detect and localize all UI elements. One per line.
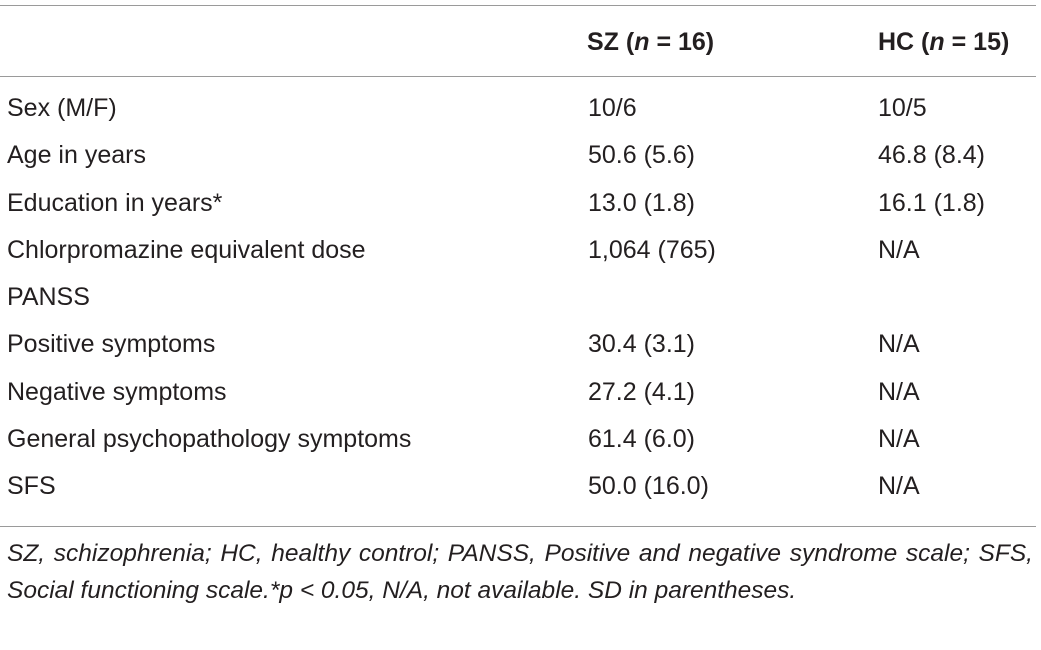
row-label: PANSS bbox=[7, 283, 90, 312]
table-row bbox=[0, 468, 1041, 515]
cell-sz: 50.0 (16.0) bbox=[588, 472, 709, 501]
cell-hc: N/A bbox=[878, 377, 920, 406]
bottom-rule bbox=[0, 526, 1036, 527]
table-row bbox=[0, 326, 1041, 373]
cell-sz: 61.4 (6.0) bbox=[588, 425, 696, 454]
cell-hc: N/A bbox=[878, 235, 920, 264]
cell-sz: 30.4 (3.1) bbox=[588, 330, 696, 359]
row-label: Positive symptoms bbox=[7, 330, 216, 359]
table-row bbox=[0, 90, 1041, 137]
table-row bbox=[0, 421, 1041, 468]
cell-sz: 10/6 bbox=[588, 94, 637, 122]
column-header-sz-label: SZ ( bbox=[587, 28, 635, 56]
row-label: Education in years* bbox=[7, 188, 223, 217]
cell-hc: 16.1 (1.8) bbox=[878, 188, 986, 217]
top-rule bbox=[0, 5, 1036, 6]
column-header-sz-n: n bbox=[634, 28, 650, 56]
cell-hc: 46.8 (8.4) bbox=[878, 141, 986, 170]
row-label: Negative symptoms bbox=[7, 377, 227, 406]
cell-sz: 27.2 (4.1) bbox=[588, 377, 696, 406]
row-label: Age in years bbox=[7, 141, 146, 170]
table-row bbox=[0, 279, 1041, 326]
cell-sz: 1,064 (765) bbox=[588, 235, 716, 264]
row-label: SFS bbox=[7, 472, 56, 501]
table-body bbox=[0, 90, 1041, 516]
column-header-sz bbox=[587, 28, 714, 57]
table-row bbox=[0, 374, 1041, 421]
column-header-sz-count: = 16) bbox=[649, 28, 715, 56]
table-footnote: SZ, schizophrenia; HC, healthy control; PANSS, Positive and negative syndrome scale; SFS, Social functioning scale.*p < 0.05, N/A, not available. SD in parentheses. bbox=[7, 540, 1033, 604]
cell-hc: N/A bbox=[878, 472, 920, 501]
cell-hc: N/A bbox=[878, 425, 920, 454]
table-row bbox=[0, 232, 1041, 279]
column-header-hc bbox=[878, 28, 1009, 57]
table-header-row bbox=[0, 28, 1041, 68]
cell-hc: N/A bbox=[878, 330, 920, 359]
cell-hc: 10/5 bbox=[878, 94, 927, 122]
column-header-hc-n: n bbox=[929, 28, 945, 56]
header-rule bbox=[0, 76, 1036, 77]
column-header-hc-label: HC ( bbox=[878, 28, 930, 56]
cell-sz: 50.6 (5.6) bbox=[588, 141, 696, 170]
row-label: Chlorpromazine equivalent dose bbox=[7, 235, 366, 264]
table-row bbox=[0, 185, 1041, 232]
column-header-hc-count: = 15) bbox=[944, 28, 1010, 56]
row-label: Sex (M/F) bbox=[7, 94, 117, 122]
table-row bbox=[0, 137, 1041, 184]
row-label: General psychopathology symptoms bbox=[7, 425, 412, 454]
cell-sz: 13.0 (1.8) bbox=[588, 188, 696, 217]
